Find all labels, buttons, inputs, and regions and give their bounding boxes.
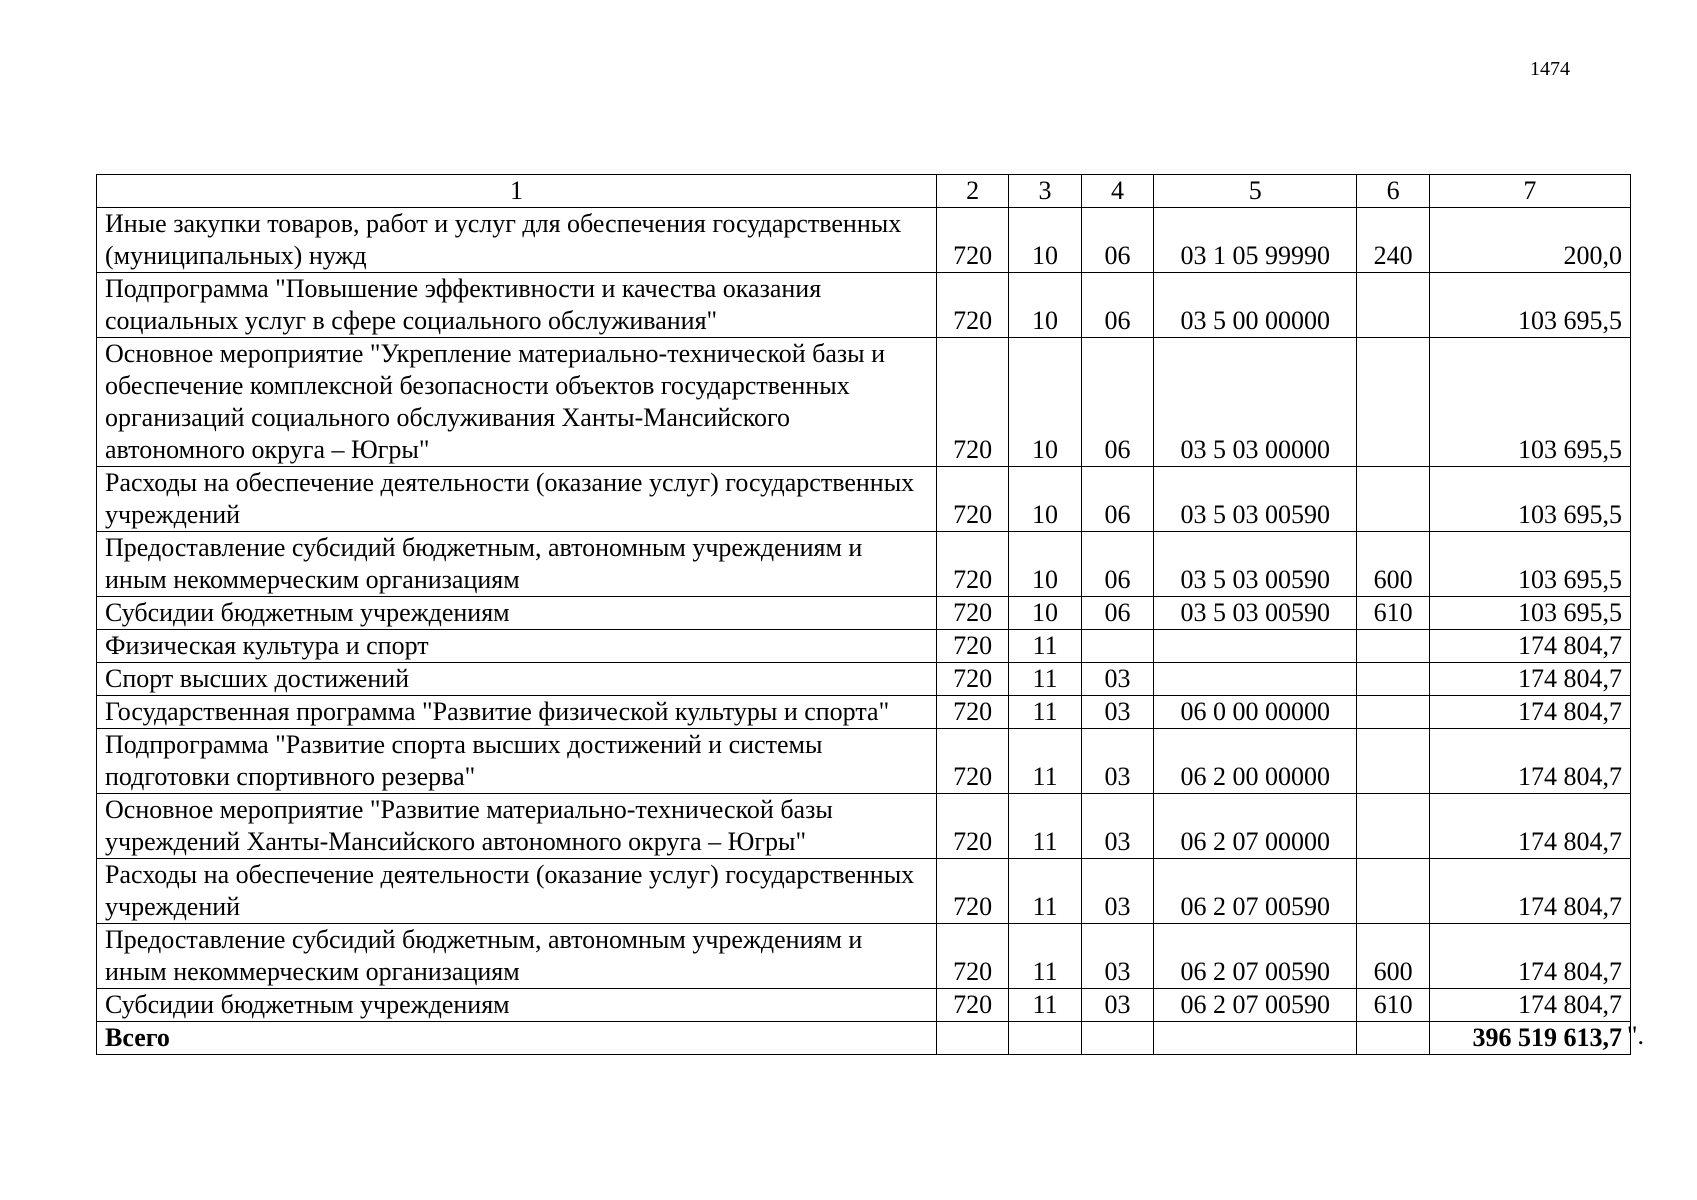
total-amount: 396 519 613,7 (1472, 1023, 1622, 1052)
admin-code-cell: 720 (936, 532, 1008, 597)
subsection-code-cell: 06 (1081, 273, 1153, 338)
amount-cell: 103 695,5 (1429, 273, 1630, 338)
section-code-cell: 11 (1009, 794, 1081, 859)
expense-type-cell (1357, 696, 1429, 729)
table-row (97, 597, 1631, 630)
table-row (97, 338, 1631, 467)
subsection-code-cell: 03 (1081, 794, 1153, 859)
amount-cell: 103 695,5 (1429, 338, 1630, 467)
target-article-cell: 06 2 07 00590 (1154, 989, 1357, 1022)
section-code-cell: 10 (1009, 273, 1081, 338)
expense-type-cell (1357, 794, 1429, 859)
admin-code-cell: 720 (936, 924, 1008, 989)
section-code-cell: 11 (1009, 630, 1081, 663)
expense-type-cell: 240 (1357, 208, 1429, 273)
row-name-cell: Иные закупки товаров, работ и услуг для обеспечения государственных (муниципальных) нужд (97, 208, 937, 273)
row-name-cell: Субсидии бюджетным учреждениям (97, 597, 937, 630)
target-article-cell (1154, 630, 1357, 663)
target-article-cell: 03 1 05 99990 (1154, 208, 1357, 273)
table-row (97, 663, 1631, 696)
expense-type-cell: 610 (1357, 989, 1429, 1022)
total-label: Всего (97, 1022, 937, 1055)
row-name-cell: Расходы на обеспечение деятельности (оказание услуг) государственных учреждений (97, 467, 937, 532)
empty-cell (1154, 1022, 1357, 1055)
table-body (97, 208, 1644, 1055)
amount-cell: 174 804,7 (1429, 630, 1630, 663)
expense-type-cell (1357, 467, 1429, 532)
section-code-cell: 10 (1009, 597, 1081, 630)
section-code-cell: 11 (1009, 859, 1081, 924)
total-row (97, 1022, 1631, 1055)
amount-cell: 103 695,5 (1429, 467, 1630, 532)
row-name-cell: Основное мероприятие "Развитие материально-технической базы учреждений Ханты-Мансийского автономного округа – Югры" (97, 794, 937, 859)
section-code-cell: 10 (1009, 532, 1081, 597)
section-code-cell: 11 (1009, 989, 1081, 1022)
column-header-2: 2 (936, 175, 1008, 208)
subsection-code-cell: 03 (1081, 696, 1153, 729)
table-row (97, 273, 1631, 338)
row-name-cell: Подпрограмма "Повышение эффективности и качества оказания социальных услуг в сфере социального обслуживания" (97, 273, 937, 338)
expense-type-cell (1357, 859, 1429, 924)
empty-cell (1009, 1022, 1081, 1055)
target-article-cell: 03 5 03 00000 (1154, 338, 1357, 467)
amount-cell: 200,0 (1429, 208, 1630, 273)
table-row (97, 729, 1631, 794)
subsection-code-cell: 06 (1081, 597, 1153, 630)
amount-cell: 174 804,7 (1429, 794, 1630, 859)
admin-code-cell: 720 (936, 859, 1008, 924)
target-article-cell: 03 5 00 00000 (1154, 273, 1357, 338)
column-header-5: 5 (1154, 175, 1357, 208)
budget-table (96, 174, 1644, 1055)
table-row (97, 696, 1631, 729)
subsection-code-cell: 06 (1081, 208, 1153, 273)
admin-code-cell: 720 (936, 273, 1008, 338)
header-row (97, 175, 1631, 208)
row-name-cell: Физическая культура и спорт (97, 630, 937, 663)
section-code-cell: 10 (1009, 338, 1081, 467)
amount-cell: 174 804,7 (1429, 989, 1630, 1022)
table-row (97, 794, 1631, 859)
admin-code-cell: 720 (936, 794, 1008, 859)
admin-code-cell: 720 (936, 696, 1008, 729)
amount-cell: 174 804,7 (1429, 696, 1630, 729)
admin-code-cell: 720 (936, 338, 1008, 467)
amount-cell: 174 804,7 (1429, 859, 1630, 924)
target-article-cell: 06 2 07 00590 (1154, 859, 1357, 924)
total-amount-cell (1429, 1021, 1644, 1055)
admin-code-cell: 720 (936, 729, 1008, 794)
section-code-cell: 11 (1009, 924, 1081, 989)
section-code-cell: 11 (1009, 696, 1081, 729)
table-row (97, 989, 1631, 1022)
row-name-cell: Спорт высших достижений (97, 663, 937, 696)
column-header-7: 7 (1429, 175, 1630, 208)
amount-cell: 174 804,7 (1429, 729, 1630, 794)
target-article-cell: 06 2 00 00000 (1154, 729, 1357, 794)
expense-type-cell (1357, 273, 1429, 338)
amount-cell: 103 695,5 (1429, 532, 1630, 597)
empty-cell (936, 1022, 1008, 1055)
expense-type-cell (1357, 729, 1429, 794)
table-row (97, 532, 1631, 597)
row-name-cell: Расходы на обеспечение деятельности (оказание услуг) государственных учреждений (97, 859, 937, 924)
expense-type-cell (1357, 663, 1429, 696)
row-name-cell: Государственная программа "Развитие физической культуры и спорта" (97, 696, 937, 729)
table-row (97, 924, 1631, 989)
table-row (97, 467, 1631, 532)
target-article-cell (1154, 663, 1357, 696)
section-code-cell: 11 (1009, 663, 1081, 696)
section-code-cell: 10 (1009, 208, 1081, 273)
amount-cell: 103 695,5 (1429, 597, 1630, 630)
target-article-cell: 03 5 03 00590 (1154, 467, 1357, 532)
closing-quote-mark: ". (1626, 1021, 1644, 1050)
subsection-code-cell: 06 (1081, 467, 1153, 532)
target-article-cell: 03 5 03 00590 (1154, 532, 1357, 597)
expense-type-cell: 600 (1357, 532, 1429, 597)
amount-cell: 174 804,7 (1429, 663, 1630, 696)
subsection-code-cell: 06 (1081, 532, 1153, 597)
row-name-cell: Основное мероприятие "Укрепление материально-технической базы и обеспечение комплексной безопасности объектов государственных организаций социального обслуживания Ханты-Мансийского автономного округа – Югры" (97, 338, 937, 467)
table-row (97, 630, 1631, 663)
target-article-cell: 06 2 07 00590 (1154, 924, 1357, 989)
subsection-code-cell (1081, 630, 1153, 663)
expense-type-cell (1357, 630, 1429, 663)
expense-type-cell: 600 (1357, 924, 1429, 989)
row-name-cell: Предоставление субсидий бюджетным, автономным учреждениям и иным некоммерческим организациям (97, 532, 937, 597)
expense-type-cell (1357, 338, 1429, 467)
admin-code-cell: 720 (936, 467, 1008, 532)
table-row (97, 208, 1631, 273)
admin-code-cell: 720 (936, 208, 1008, 273)
page-number: 1474 (1530, 58, 1570, 80)
admin-code-cell: 720 (936, 630, 1008, 663)
admin-code-cell: 720 (936, 597, 1008, 630)
subsection-code-cell: 03 (1081, 859, 1153, 924)
row-name-cell: Субсидии бюджетным учреждениям (97, 989, 937, 1022)
subsection-code-cell: 03 (1081, 729, 1153, 794)
target-article-cell: 06 2 07 00000 (1154, 794, 1357, 859)
target-article-cell: 03 5 03 00590 (1154, 597, 1357, 630)
amount-cell: 174 804,7 (1429, 924, 1630, 989)
section-code-cell: 11 (1009, 729, 1081, 794)
subsection-code-cell: 03 (1081, 989, 1153, 1022)
section-code-cell: 10 (1009, 467, 1081, 532)
row-name-cell: Подпрограмма "Развитие спорта высших достижений и системы подготовки спортивного резерва" (97, 729, 937, 794)
subsection-code-cell: 06 (1081, 338, 1153, 467)
column-header-4: 4 (1081, 175, 1153, 208)
admin-code-cell: 720 (936, 663, 1008, 696)
subsection-code-cell: 03 (1081, 663, 1153, 696)
empty-cell (1357, 1022, 1429, 1055)
empty-cell (1081, 1022, 1153, 1055)
admin-code-cell: 720 (936, 989, 1008, 1022)
expense-type-cell: 610 (1357, 597, 1429, 630)
row-name-cell: Предоставление субсидий бюджетным, автономным учреждениям и иным некоммерческим организациям (97, 924, 937, 989)
column-header-1: 1 (97, 175, 937, 208)
column-header-3: 3 (1009, 175, 1081, 208)
target-article-cell: 06 0 00 00000 (1154, 696, 1357, 729)
subsection-code-cell: 03 (1081, 924, 1153, 989)
column-header-6: 6 (1357, 175, 1429, 208)
table-row (97, 859, 1631, 924)
